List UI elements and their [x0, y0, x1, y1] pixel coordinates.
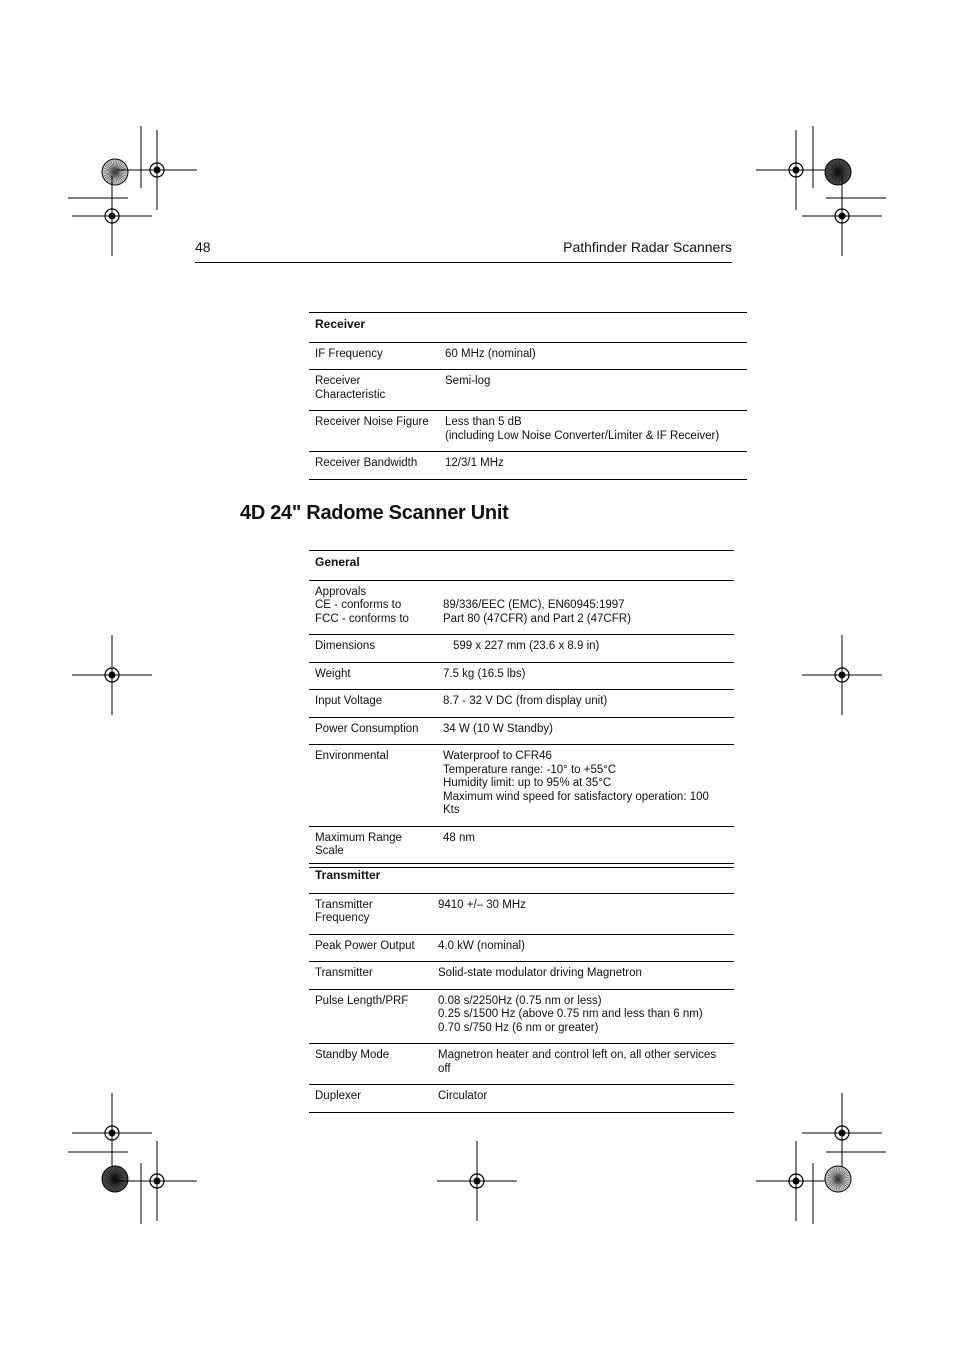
table-row: [309, 342, 747, 370]
spec-label: Transmitter Frequency: [309, 893, 432, 934]
page-number: 48: [195, 239, 211, 255]
table-row: [309, 962, 734, 990]
table-row: [309, 635, 734, 663]
table-row: [309, 452, 747, 480]
crosshair-mark-icon: [756, 130, 836, 210]
table-row: [309, 934, 734, 962]
crosshair-mark-icon: [72, 635, 152, 715]
table-row: [309, 826, 734, 867]
crosshair-mark-icon: [72, 176, 152, 256]
table-row: [309, 717, 734, 745]
spec-label: IF Frequency: [309, 342, 439, 370]
table-row: [309, 580, 734, 635]
spec-label: Weight: [309, 662, 437, 690]
spec-value: Less than 5 dB (including Low Noise Converter/Limiter & IF Receiver): [439, 411, 747, 452]
color-target-icon: [102, 159, 128, 185]
spec-label: Standby Mode: [309, 1044, 432, 1085]
spec-value: 60 MHz (nominal): [439, 342, 747, 370]
spec-value: 0.08 s/2250Hz (0.75 nm or less) 0.25 s/1500 Hz (above 0.75 nm and less than 6 nm) 0.70 s/750 Hz (6 nm or greater): [432, 989, 734, 1044]
receiver-spec-table: [309, 312, 747, 480]
spec-label: Transmitter: [309, 962, 432, 990]
spec-label: Environmental: [309, 745, 437, 827]
spec-value: 34 W (10 W Standby): [437, 717, 734, 745]
color-target-icon: [102, 1166, 128, 1192]
crosshair-mark-icon: [802, 1093, 882, 1173]
spec-label: Maximum Range Scale: [309, 826, 437, 867]
transmitter-spec-table: [309, 863, 734, 1113]
spec-value: 599 x 227 mm (23.6 x 8.9 in): [437, 635, 734, 663]
spec-label: Receiver Bandwidth: [309, 452, 439, 480]
table-row: [309, 662, 734, 690]
crosshair-mark-icon: [117, 1141, 197, 1221]
spec-label: Peak Power Output: [309, 934, 432, 962]
spec-value: Circulator: [432, 1085, 734, 1113]
section-title: 4D 24" Radome Scanner Unit: [240, 502, 509, 524]
spec-label: Receiver Characteristic: [309, 370, 439, 411]
table-row: [309, 745, 734, 827]
crosshair-mark-icon: [802, 176, 882, 256]
table-heading: General: [309, 551, 734, 581]
spec-label: Duplexer: [309, 1085, 432, 1113]
table-row: [309, 690, 734, 718]
spec-label: Input Voltage: [309, 690, 437, 718]
color-target-icon: [825, 1166, 851, 1192]
crosshair-mark-icon: [437, 1141, 517, 1221]
crosshair-mark-icon: [756, 1141, 836, 1221]
table-heading: Receiver: [309, 313, 747, 343]
crosshair-mark-icon: [117, 130, 197, 210]
spec-value: 48 nm: [437, 826, 734, 867]
color-target-icon: [825, 159, 851, 185]
spec-label: Pulse Length/PRF: [309, 989, 432, 1044]
spec-label: Approvals CE - conforms to FCC - conforms to: [309, 580, 437, 635]
spec-value: Waterproof to CFR46 Temperature range: -10° to +55°C Humidity limit: up to 95% at 35°C Maximum wind speed for satisfactory operation: 100 Kts: [437, 745, 734, 827]
table-row: [309, 370, 747, 411]
running-title: Pathfinder Radar Scanners: [563, 239, 732, 255]
spec-label: Dimensions: [309, 635, 437, 663]
spec-value: Magnetron heater and control left on, all other services off: [432, 1044, 734, 1085]
spec-value: 8.7 - 32 V DC (from display unit): [437, 690, 734, 718]
spec-value: 12/3/1 MHz: [439, 452, 747, 480]
general-spec-table: [309, 550, 734, 868]
table-row: [309, 411, 747, 452]
spec-label: Receiver Noise Figure: [309, 411, 439, 452]
spec-value: Solid-state modulator driving Magnetron: [432, 962, 734, 990]
table-row: [309, 893, 734, 934]
spec-value: 7.5 kg (16.5 lbs): [437, 662, 734, 690]
table-row: [309, 1085, 734, 1113]
spec-value: 4.0 kW (nominal): [432, 934, 734, 962]
table-row: [309, 989, 734, 1044]
table-heading: Transmitter: [309, 864, 734, 894]
table-row: [309, 1044, 734, 1085]
spec-value: 89/336/EEC (EMC), EN60945:1997 Part 80 (47CFR) and Part 2 (47CFR): [437, 580, 734, 635]
running-header: [195, 238, 732, 263]
crosshair-mark-icon: [802, 635, 882, 715]
spec-value: 9410 +/– 30 MHz: [432, 893, 734, 934]
spec-label: Power Consumption: [309, 717, 437, 745]
spec-value: Semi-log: [439, 370, 747, 411]
crosshair-mark-icon: [72, 1093, 152, 1173]
